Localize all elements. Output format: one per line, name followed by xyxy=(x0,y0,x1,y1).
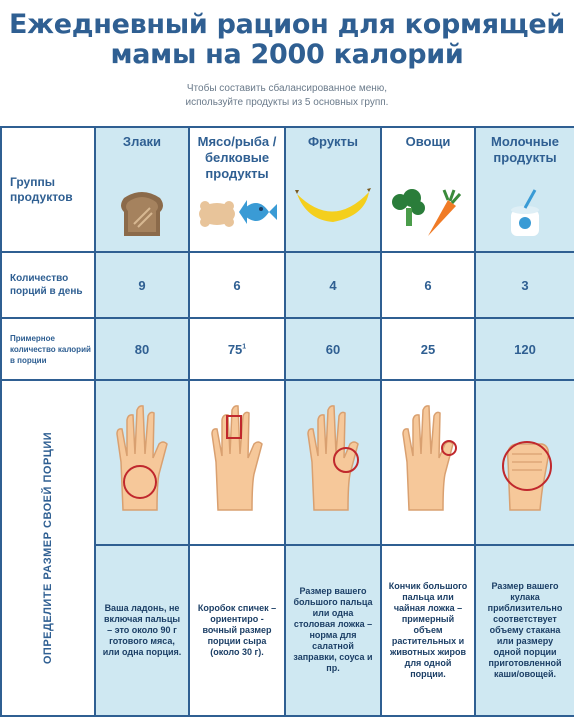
desc-dairy-cell xyxy=(475,545,574,716)
group-label-fruits: Фрукты xyxy=(307,134,359,149)
desc-fruits: Размер вашего большого пальца или одна столовая ложка – норма для салатной заправки, соуса и пр. xyxy=(293,586,373,674)
portion-label-wrap xyxy=(2,381,94,715)
hand-thumb-icon xyxy=(298,400,368,520)
calories-dairy xyxy=(475,318,574,380)
servings-row xyxy=(1,252,574,318)
subtitle-line-1: Чтобы составить сбалансированное меню, xyxy=(186,83,388,94)
header-fruits xyxy=(285,127,381,252)
portion-label-cell xyxy=(1,380,95,716)
servings-dairy: 3 xyxy=(475,252,574,318)
broccoli-carrot-icon xyxy=(388,186,468,242)
header-protein xyxy=(189,127,285,252)
calories-grains xyxy=(95,318,189,380)
hand-palm-icon xyxy=(107,400,177,520)
header-row xyxy=(1,127,574,252)
page-subtitle xyxy=(0,82,574,110)
calories-protein-value: 75 xyxy=(227,341,243,357)
chicken-fish-icon xyxy=(195,186,279,236)
servings-vegetables: 6 xyxy=(381,252,475,318)
calories-grains-value: 80 xyxy=(134,341,150,357)
hand-thumb-tip-icon xyxy=(393,400,463,520)
row-label-servings: Количество порций в день xyxy=(1,252,95,318)
desc-vegetables-cell xyxy=(381,545,475,716)
calories-vegetables xyxy=(381,318,475,380)
group-label-dairy: Молочные продукты xyxy=(491,134,559,165)
calories-fruits-value: 60 xyxy=(325,341,341,357)
desc-vegetables: Кончик большого пальца или чайная ложка – примерный объем растительных и животных жиров для одной порции. xyxy=(388,580,468,679)
hand-fruits xyxy=(285,380,381,545)
header-dairy xyxy=(475,127,574,252)
bread-icon xyxy=(114,186,170,242)
calories-protein xyxy=(189,318,285,380)
servings-protein: 6 xyxy=(189,252,285,318)
desc-protein-cell xyxy=(189,545,285,716)
header-vegetables xyxy=(381,127,475,252)
calories-vegetables-value: 25 xyxy=(420,341,436,357)
calories-row xyxy=(1,318,574,380)
calories-protein-footnote: 1 xyxy=(242,343,247,351)
row-label-calories: Примерное количество калорий в порции xyxy=(1,318,95,380)
group-label-protein: Мясо/рыба /белковые продукты xyxy=(197,134,277,181)
servings-grains: 9 xyxy=(95,252,189,318)
hand-grains xyxy=(95,380,189,545)
subtitle-line-2: используйте продукты из 5 основных групп. xyxy=(185,97,389,108)
desc-grains-cell xyxy=(95,545,189,716)
desc-grains: Ваша ладонь, не включая пальцы – это около 90 г готового мяса, или одна порция. xyxy=(102,602,182,657)
group-label-vegetables: Овощи xyxy=(405,134,451,149)
servings-fruits: 4 xyxy=(285,252,381,318)
desc-protein: Коробок спичек – ориентиро - вочный размер порции сыра (около 30 г). xyxy=(197,602,277,657)
hand-vegetables xyxy=(381,380,475,545)
desc-fruits-cell xyxy=(285,545,381,716)
calories-dairy-value: 120 xyxy=(514,341,536,357)
yogurt-icon xyxy=(495,186,555,238)
hand-dairy xyxy=(475,380,574,545)
page-title xyxy=(0,10,574,70)
group-label-grains: Злаки xyxy=(122,134,162,149)
hand-matchbox-icon xyxy=(202,400,272,520)
banana-icon xyxy=(293,186,373,230)
title-line-2: мамы на 2000 калорий xyxy=(110,39,464,70)
calories-fruits xyxy=(285,318,381,380)
row-label-groups: Группы продуктов xyxy=(1,127,95,252)
fist-icon xyxy=(490,400,560,520)
hands-row xyxy=(1,380,574,545)
hand-protein xyxy=(189,380,285,545)
header-grains xyxy=(95,127,189,252)
title-line-1: Ежедневный рацион для кормящей xyxy=(9,9,565,40)
ration-table xyxy=(0,126,574,717)
row-label-portion: ОПРЕДЕЛИТЕ РАЗМЕР СВОЕЙ ПОРЦИИ xyxy=(42,431,54,665)
desc-dairy: Размер вашего кулака приблизительно соответствует объему стакана или размеру одной порции приготовленной каши/овощей. xyxy=(487,580,563,679)
